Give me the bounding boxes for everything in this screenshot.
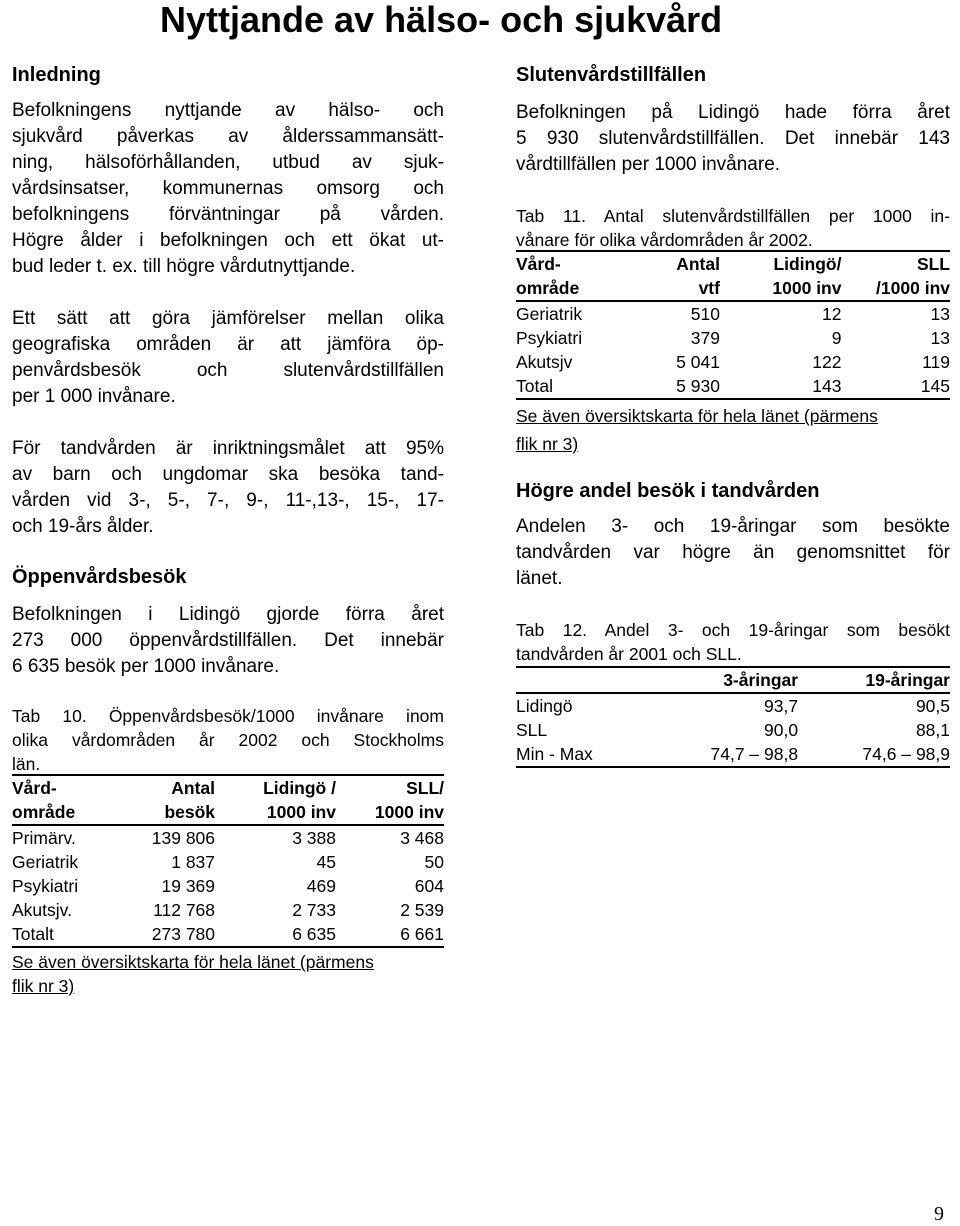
table-cell: 510 xyxy=(690,304,720,324)
page-number: 9 xyxy=(934,1203,944,1225)
table-header-cell: SLL/ xyxy=(406,778,444,798)
table-cell: Min - Max xyxy=(516,742,646,767)
table-header-cell: område xyxy=(12,800,120,825)
text-line: flik nr 3) xyxy=(12,976,75,996)
text-line: vårdtillfällen per 1000 invånare. xyxy=(516,154,781,175)
text-line: befolkningens förväntningar på vården. xyxy=(12,204,444,225)
text-line: vånare för olika vårdområden år 2002. xyxy=(516,230,813,250)
table-header-cell: 3-åringar xyxy=(646,667,798,693)
tab11-note xyxy=(516,402,950,458)
text-line: Ett sätt att göra jämförelser mellan olika xyxy=(12,308,444,329)
table-row xyxy=(516,301,950,326)
table-header-cell: /1000 inv xyxy=(841,276,950,301)
table-cell: 273 780 xyxy=(120,922,215,947)
table-row xyxy=(12,898,444,922)
table-cell: Total xyxy=(516,374,633,399)
left-column xyxy=(12,62,444,998)
tandvard-heading: Högre andel besök i tandvården xyxy=(516,480,820,502)
table-cell: 469 xyxy=(306,876,336,896)
table-cell: 9 xyxy=(831,328,842,348)
table-header-cell: 19-åringar xyxy=(798,667,950,693)
table-cell: Lidingö xyxy=(516,696,573,716)
table-row xyxy=(516,693,950,718)
text-line: Tab 12. Andel 3- och 19-åringar som besökt xyxy=(516,620,950,640)
table-cell: SLL xyxy=(516,720,548,740)
right-column xyxy=(516,62,950,768)
table-header-cell: SLL xyxy=(916,254,950,274)
table-cell: 112 768 xyxy=(153,900,216,920)
text-line: Befolkningen i Lidingö gjorde förra året xyxy=(12,604,444,625)
table-header-cell: Lidingö/ xyxy=(773,254,842,274)
table-cell: 90,5 xyxy=(915,696,950,716)
text-line: penvårdsbesök och slutenvårdstillfällen xyxy=(12,360,444,381)
table-cell: Akutsjv xyxy=(516,352,573,372)
text-line: Se även översiktskarta för hela länet (pärmens xyxy=(12,952,374,972)
table-header-cell: Lidingö / xyxy=(263,778,336,798)
table-cell: 12 xyxy=(822,304,842,324)
text-line: geografiska områden är att jämföra öp- xyxy=(12,334,444,355)
text-line: tandvården år 2001 och SLL. xyxy=(516,644,742,664)
intro-paragraph-1 xyxy=(12,98,444,280)
table-cell: 50 xyxy=(424,852,444,872)
text-line: per 1 000 invånare. xyxy=(12,386,176,407)
table-cell: 13 xyxy=(930,304,950,324)
table-cell: 145 xyxy=(841,374,950,399)
table-cell: 143 xyxy=(720,374,842,399)
table-cell: 19 369 xyxy=(161,876,216,896)
table-cell: 90,0 xyxy=(764,720,799,740)
table-header-cell: 1000 inv xyxy=(336,800,444,825)
table-cell: Akutsjv. xyxy=(12,900,72,920)
tab11-table xyxy=(516,250,950,400)
table-header-cell xyxy=(516,667,646,693)
table-row xyxy=(516,742,950,767)
table-cell: 604 xyxy=(414,876,444,896)
table-cell: Psykiatri xyxy=(12,876,79,896)
text-line: Tab 11. Antal slutenvårdstillfällen per 1000 in- xyxy=(516,206,950,226)
table-cell: Primärv. xyxy=(12,828,76,848)
table-row xyxy=(516,718,950,742)
intro-heading: Inledning xyxy=(12,64,101,86)
tab10-note xyxy=(12,950,444,998)
text-line: olika vårdområden år 2002 och Stockholms xyxy=(12,730,444,750)
table-row xyxy=(12,874,444,898)
table-cell: 379 xyxy=(690,328,720,348)
intro-paragraph-2 xyxy=(12,306,444,410)
text-line: Andelen 3- och 19-åringar som besökte xyxy=(516,516,950,537)
table-header-cell: område xyxy=(516,276,633,301)
tandvard-paragraph xyxy=(516,514,950,592)
table-header-cell: 1000 inv xyxy=(215,800,336,825)
text-line: och 19-års ålder. xyxy=(12,516,154,537)
table-cell: 5 930 xyxy=(633,374,720,399)
table-cell: Psykiatri xyxy=(516,328,583,348)
table-cell: Geriatrik xyxy=(12,852,79,872)
table-header-cell: Vård- xyxy=(516,254,561,274)
text-line: Befolkningen på Lidingö hade förra året xyxy=(516,102,950,123)
table-cell: 2 733 xyxy=(292,900,336,920)
table-cell: 3 388 xyxy=(292,828,336,848)
text-line: län. xyxy=(12,754,41,774)
table-cell: 139 806 xyxy=(151,828,216,848)
text-line: sjukvård påverkas av ålderssammansätt- xyxy=(12,126,444,147)
table-header-cell: besök xyxy=(120,800,215,825)
text-line: tandvården var högre än genomsnittet för xyxy=(516,542,950,563)
table-row xyxy=(516,374,950,399)
oppenvard-paragraph xyxy=(12,602,444,680)
table-row xyxy=(12,850,444,874)
tab10-table xyxy=(12,774,444,948)
text-line: Högre ålder i befolkningen och ett ökat ut- xyxy=(12,230,444,251)
slutenvard-heading: Slutenvårdstillfällen xyxy=(516,64,707,86)
table-header-cell: Vård- xyxy=(12,778,57,798)
tab10-caption xyxy=(12,704,444,776)
page-title: Nyttjande av hälso- och sjukvård xyxy=(160,0,723,40)
table-header-cell: Antal xyxy=(676,254,720,274)
text-line: 273 000 öppenvårdstillfällen. Det innebär xyxy=(12,630,444,651)
text-line: Tab 10. Öppenvårdsbesök/1000 invånare inom xyxy=(12,706,444,726)
slutenvard-paragraph xyxy=(516,100,950,178)
text-line: ning, hälsoförhållanden, utbud av sjuk- xyxy=(12,152,444,173)
text-line: vården vid 3-, 5-, 7-, 9-, 11-,13-, 15-, 17- xyxy=(12,490,444,511)
table-cell: 5 041 xyxy=(676,352,720,372)
table-cell: 6 661 xyxy=(336,922,444,947)
table-cell: 1 837 xyxy=(171,852,216,872)
table-header-cell: vtf xyxy=(633,276,720,301)
table-header-cell: 1000 inv xyxy=(720,276,842,301)
table-cell: 6 635 xyxy=(215,922,336,947)
oppenvard-heading: Öppenvårdsbesök xyxy=(12,566,187,588)
text-line: bud leder t. ex. till högre vårdutnyttjande. xyxy=(12,256,356,277)
table-row xyxy=(516,350,950,374)
table-cell: Geriatrik xyxy=(516,304,583,324)
text-line: vårdsinsatser, kommunernas omsorg och xyxy=(12,178,444,199)
text-line: av barn och ungdomar ska besöka tand- xyxy=(12,464,444,485)
tab11-caption xyxy=(516,204,950,252)
text-line: För tandvården är inriktningsmålet att 95% xyxy=(12,438,444,459)
table-cell: 93,7 xyxy=(764,696,799,716)
text-line: 6 635 besök per 1000 invånare. xyxy=(12,656,280,677)
intro-paragraph-3 xyxy=(12,436,444,540)
table-cell: 122 xyxy=(812,352,842,372)
table-cell: 45 xyxy=(316,852,336,872)
table-header-cell: Antal xyxy=(171,778,216,798)
table-cell: Totalt xyxy=(12,922,120,947)
table-cell: 3 468 xyxy=(400,828,444,848)
table-cell: 88,1 xyxy=(915,720,950,740)
table-row xyxy=(12,922,444,947)
table-cell: 74,7 – 98,8 xyxy=(646,742,798,767)
text-line: flik nr 3) xyxy=(516,434,579,454)
table-row xyxy=(12,825,444,850)
text-line: länet. xyxy=(516,568,563,589)
table-cell: 74,6 – 98,9 xyxy=(798,742,950,767)
text-line: Befolkningens nyttjande av hälso- och xyxy=(12,100,444,121)
table-cell: 119 xyxy=(922,352,950,372)
table-cell: 2 539 xyxy=(400,900,444,920)
tab12-caption xyxy=(516,618,950,666)
table-cell: 13 xyxy=(930,328,950,348)
text-line: 5 930 slutenvårdstillfällen. Det innebär 143 xyxy=(516,128,950,149)
table-row xyxy=(516,326,950,350)
tab12-table xyxy=(516,666,950,768)
text-line: Se även översiktskarta för hela länet (pärmens xyxy=(516,406,878,426)
